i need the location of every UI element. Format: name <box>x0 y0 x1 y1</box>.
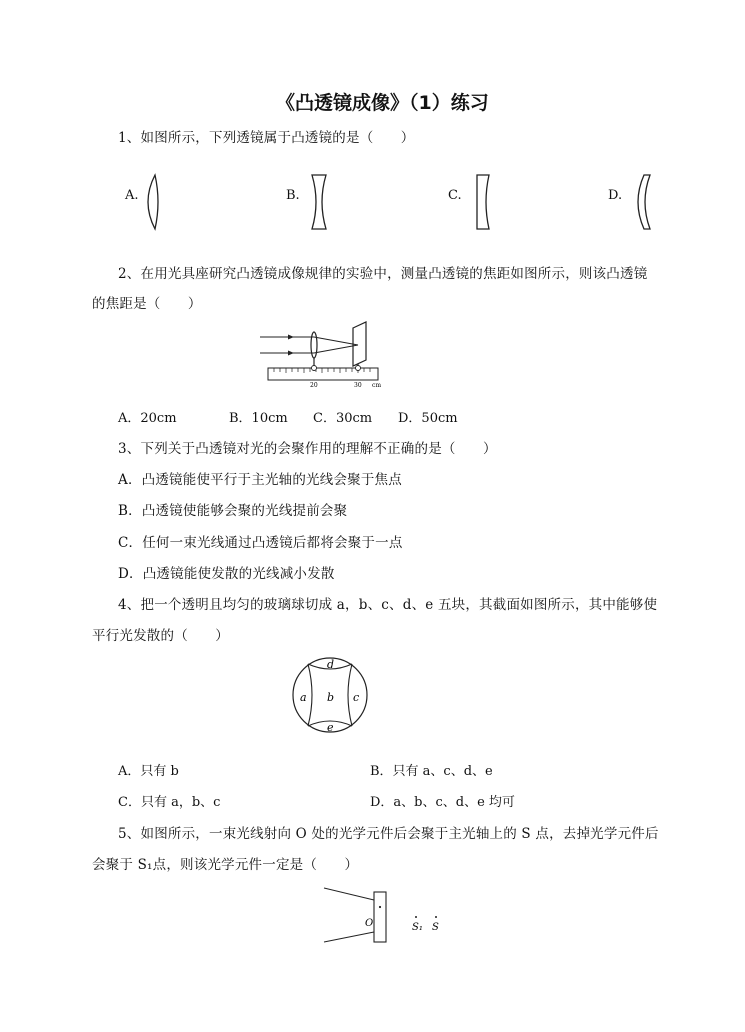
q1-lens-c-figure <box>472 172 496 232</box>
q1-label-d: D. <box>608 188 623 203</box>
q5-label-s1: S₁ <box>412 922 423 933</box>
q5-label-s: S <box>432 922 439 933</box>
question-1-stem: 1、如图所示，下列透镜属于凸透镜的是（ ） <box>118 130 415 146</box>
q2-option-b: B．10cm <box>229 411 288 426</box>
q5-label-o: O <box>365 918 374 929</box>
q3-option-a: A．凸透镜能使平行于主光轴的光线会聚于焦点 <box>118 472 402 488</box>
q2-option-a: A．20cm <box>118 411 177 426</box>
q1-label-c: C. <box>448 188 462 203</box>
q4-option-d: D．a、b、c、d、e 均可 <box>370 795 515 810</box>
q5-optical-element-figure <box>322 884 447 949</box>
q4-label-d: d <box>327 658 335 671</box>
q3-option-d: D．凸透镜能使发散的光线减小发散 <box>118 566 335 582</box>
question-2-stem-line2: 的焦距是（ ） <box>92 296 202 312</box>
q1-lens-d-figure <box>632 172 656 232</box>
question-2-stem-line1: 2、在用光具座研究凸透镜成像规律的实验中，测量凸透镜的焦距如图所示，则该凸透镜 <box>118 266 648 282</box>
q4-option-c: C．只有 a，b、c <box>118 795 221 810</box>
q1-lens-a-figure <box>145 172 169 232</box>
question-3-stem: 3、下列关于凸透镜对光的会聚作用的理解不正确的是（ ） <box>118 441 497 457</box>
q4-label-b: b <box>327 691 335 704</box>
q3-option-c: C．任何一束光线通过凸透镜后都将会聚于一点 <box>118 535 403 551</box>
q4-option-b: B．只有 a、c、d、e <box>370 764 493 779</box>
question-4-stem-line1: 4、把一个透明且均匀的玻璃球切成 a，b、c、d、e 五块，其截面如图所示，其中能够使 <box>118 597 658 613</box>
q4-glass-ball-figure <box>290 655 370 735</box>
page-title: 《凸透镜成像》（1）练习 <box>276 92 489 114</box>
q2-option-c: C．30cm <box>313 411 373 426</box>
q4-label-a: a <box>300 691 307 704</box>
ruler-label-cm: cm <box>372 382 382 389</box>
question-5-stem-line1: 5、如图所示，一束光线射向 O 处的光学元件后会聚于主光轴上的 S 点，去掉光学元件后 <box>118 826 659 842</box>
q2-option-d: D．50cm <box>398 411 458 426</box>
question-5-stem-line2: 会聚于 S₁点，则该光学元件一定是（ ） <box>92 857 359 873</box>
q2-optical-bench-figure <box>258 320 393 390</box>
q3-option-b: B．凸透镜使能够会聚的光线提前会聚 <box>118 503 348 519</box>
q1-lens-b-figure <box>308 172 332 232</box>
ruler-label-20: 20 <box>310 382 318 389</box>
q1-label-a: A. <box>125 188 139 203</box>
question-4-stem-line2: 平行光发散的（ ） <box>92 628 229 644</box>
q4-label-e: e <box>327 721 334 734</box>
ruler-label-30: 30 <box>354 382 362 389</box>
q1-label-b: B. <box>286 188 300 203</box>
q4-option-a: A．只有 b <box>118 764 179 779</box>
q4-label-c: c <box>353 691 360 704</box>
